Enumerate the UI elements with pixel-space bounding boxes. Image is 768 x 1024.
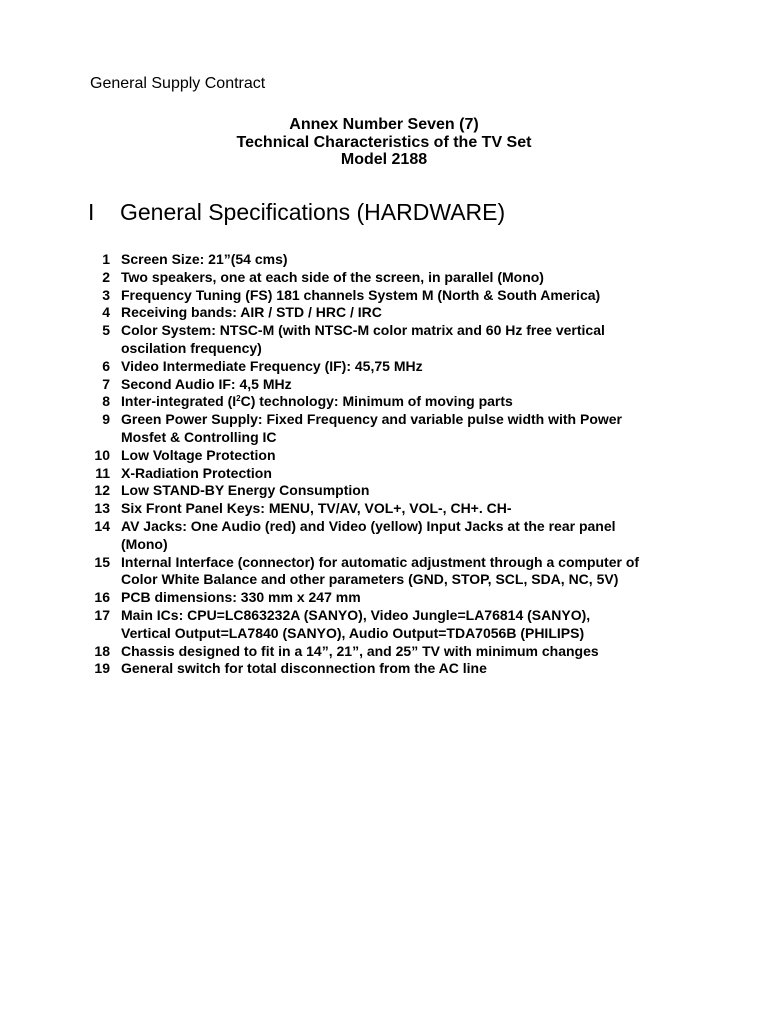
spec-item bbox=[84, 251, 704, 269]
spec-number: 16 bbox=[94, 589, 110, 606]
spec-text: Internal Interface (connector) for automatic adjustment through a computer of Color White Balance and other parameters (GND, STOP, SCL, SDA, NC, 5V) bbox=[121, 553, 640, 588]
title-block bbox=[0, 116, 768, 169]
spec-item bbox=[84, 607, 704, 643]
spec-list bbox=[84, 251, 704, 678]
spec-text: Low STAND-BY Energy Consumption bbox=[121, 482, 370, 499]
spec-text: X-Radiation Protection bbox=[121, 464, 272, 481]
spec-number: 13 bbox=[94, 500, 110, 517]
model-title: Model 2188 bbox=[340, 151, 428, 168]
spec-number: 14 bbox=[94, 517, 110, 534]
spec-text: Six Front Panel Keys: MENU, TV/AV, VOL+, VOL-, CH+. CH- bbox=[121, 500, 512, 517]
section-heading bbox=[88, 198, 505, 226]
spec-text: Frequency Tuning (FS) 181 channels System M (North & South America) bbox=[121, 286, 601, 303]
spec-item bbox=[84, 376, 704, 394]
spec-text: Main ICs: CPU=LC863232A (SANYO), Video Jungle=LA76814 (SANYO), Vertical Output=LA7840 (SANYO), Audio Output=TDA7056B (PHILIPS) bbox=[121, 606, 591, 641]
document-header: General Supply Contract bbox=[90, 75, 266, 92]
spec-number: 7 bbox=[102, 375, 110, 392]
spec-text: Video Intermediate Frequency (IF): 45,75 MHz bbox=[121, 357, 423, 374]
spec-text-part: Inter-integrated (I bbox=[121, 393, 237, 410]
spec-item bbox=[84, 287, 704, 305]
spec-number: 17 bbox=[94, 606, 110, 623]
spec-number: 3 bbox=[102, 286, 110, 303]
spec-item bbox=[84, 465, 704, 483]
spec-number: 8 bbox=[102, 393, 110, 410]
spec-item bbox=[84, 447, 704, 465]
spec-number: 5 bbox=[102, 322, 110, 339]
spec-number: 11 bbox=[95, 464, 110, 481]
spec-text bbox=[121, 393, 704, 411]
spec-text: Chassis designed to fit in a 14”, 21”, and 25” TV with minimum changes bbox=[121, 642, 599, 659]
spec-text: Two speakers, one at each side of the screen, in parallel (Mono) bbox=[121, 268, 544, 285]
spec-text-part: C) technology: Minimum of moving parts bbox=[240, 393, 513, 410]
document-subtitle: Technical Characteristics of the TV Set bbox=[236, 133, 532, 151]
spec-text: Receiving bands: AIR / STD / HRC / IRC bbox=[121, 304, 382, 321]
spec-number: 15 bbox=[94, 553, 110, 570]
superscript-two: 2 bbox=[236, 394, 241, 404]
spec-item bbox=[84, 482, 704, 500]
spec-text: Screen Size: 21”(54 cms) bbox=[121, 251, 288, 267]
spec-item bbox=[84, 643, 704, 661]
section-title: General Specifications (HARDWARE) bbox=[120, 199, 506, 225]
spec-item bbox=[84, 304, 704, 322]
spec-number: 19 bbox=[94, 660, 110, 677]
spec-text: Second Audio IF: 4,5 MHz bbox=[121, 375, 292, 392]
spec-text: Color System: NTSC-M (with NTSC-M color matrix and 60 Hz free vertical oscilation frequency) bbox=[121, 322, 605, 356]
spec-item bbox=[84, 554, 704, 590]
section-numeral: I bbox=[88, 199, 95, 225]
spec-item bbox=[84, 269, 704, 287]
spec-number: 18 bbox=[94, 642, 110, 659]
spec-number: 2 bbox=[102, 268, 110, 285]
spec-item bbox=[84, 322, 704, 358]
spec-item bbox=[84, 589, 704, 607]
spec-item bbox=[84, 660, 704, 678]
spec-text: General switch for total disconnection from the AC line bbox=[121, 660, 487, 677]
spec-item bbox=[84, 518, 704, 554]
annex-title: Annex Number Seven (7) bbox=[289, 116, 479, 133]
spec-number: 4 bbox=[102, 304, 110, 321]
spec-number: 12 bbox=[94, 482, 110, 499]
spec-text: Low Voltage Protection bbox=[121, 446, 276, 463]
spec-text: PCB dimensions: 330 mm x 247 mm bbox=[121, 589, 361, 606]
spec-number: 10 bbox=[94, 446, 110, 463]
spec-number: 6 bbox=[102, 357, 110, 374]
spec-item bbox=[84, 393, 704, 411]
spec-item bbox=[84, 358, 704, 376]
spec-number: 9 bbox=[102, 411, 110, 428]
spec-text: Green Power Supply: Fixed Frequency and variable pulse width with Power Mosfet & Controlling IC bbox=[121, 411, 622, 445]
spec-text: AV Jacks: One Audio (red) and Video (yellow) Input Jacks at the rear panel (Mono) bbox=[121, 517, 616, 552]
spec-item bbox=[84, 411, 704, 447]
spec-item bbox=[84, 500, 704, 518]
spec-number: 1 bbox=[102, 251, 110, 267]
